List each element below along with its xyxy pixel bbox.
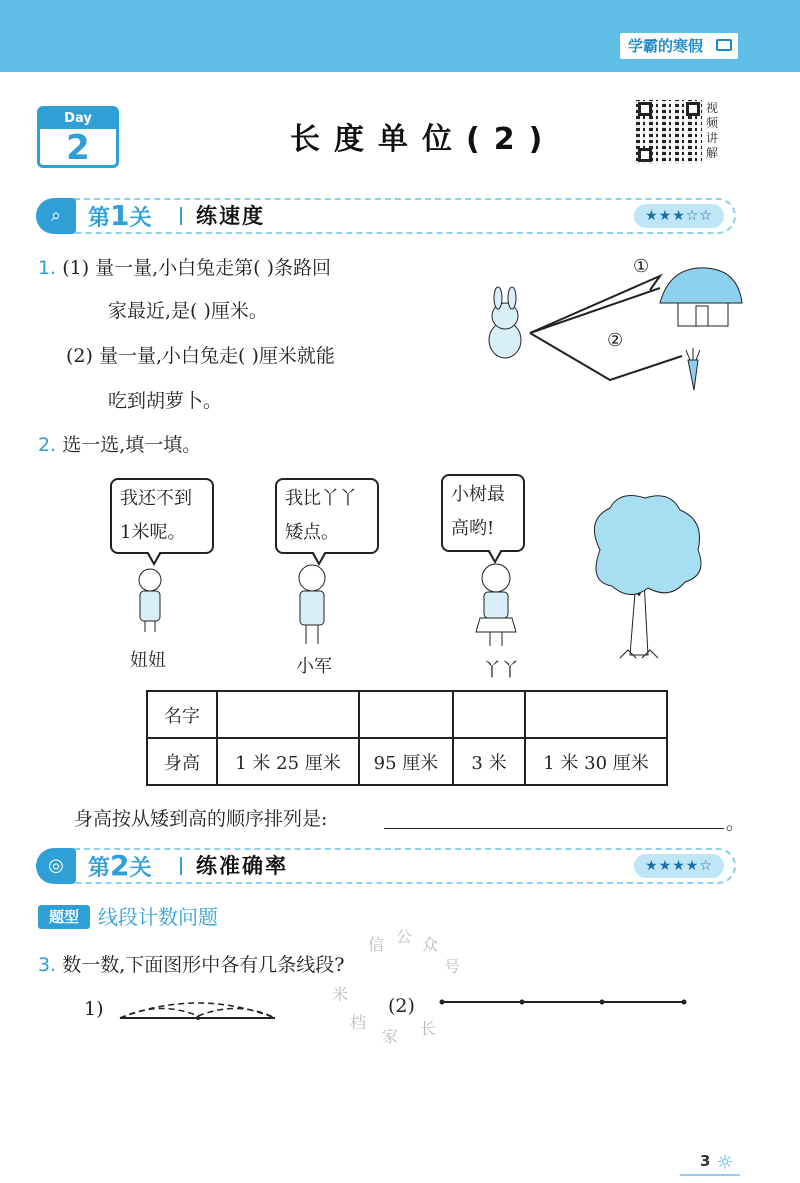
speech-bubble-niuniu: 我还不到 1米呢。 — [110, 478, 214, 554]
height-table — [146, 690, 668, 786]
target-icon: ◎ — [36, 848, 76, 884]
day-label: Day — [40, 109, 116, 129]
speech-bubble-yaya: 小树最 高哟! — [441, 474, 525, 552]
difficulty-stars: ★★★☆☆ — [634, 204, 724, 228]
route-1-label: ① — [633, 256, 650, 277]
q3-prompt: 3. 数一数,下面图形中各有几条线段? — [38, 954, 345, 976]
yaya-figure — [476, 564, 516, 646]
book-icon — [716, 39, 732, 51]
q3-part1-label: 1) — [84, 998, 104, 1020]
day-number: 2 — [66, 128, 90, 168]
q1-line1: 1. (1) 量一量,小白兔走第( )条路回 — [38, 257, 332, 279]
top-banner — [0, 0, 800, 72]
speech-bubble-xiaojun: 我比丫丫 矮点。 — [275, 478, 379, 554]
kids-illustration — [130, 560, 550, 660]
niuniu-figure — [139, 569, 161, 632]
kid-name-niuniu: 妞妞 — [130, 650, 166, 671]
day-badge — [37, 106, 119, 168]
height-cell: 1 米 30 厘米 — [525, 738, 667, 785]
section-level-1 — [36, 198, 736, 234]
footer-rule — [680, 1174, 740, 1176]
row-header-name: 名字 — [147, 691, 217, 738]
segment-figure-2 — [434, 994, 694, 1014]
q1-line2: 家最近,是( )厘米。 — [108, 300, 268, 322]
rabbit-route-diagram — [470, 248, 750, 398]
name-blank[interactable] — [217, 691, 359, 738]
q1-line3: (2) 量一量,小白兔走( )厘米就能 — [66, 345, 335, 367]
name-blank[interactable] — [453, 691, 525, 738]
segment-figure-1 — [110, 988, 290, 1028]
q2-prompt: 2. 选一选,填一填。 — [38, 434, 202, 456]
order-prompt: 身高按从矮到高的顺序排列是: — [74, 808, 328, 830]
level-title: 第1关 — [88, 199, 152, 232]
q1-line4: 吃到胡萝卜。 — [108, 390, 223, 412]
sun-icon: ☼ — [716, 1150, 734, 1174]
video-explain-label: 视 频 讲 解 — [706, 101, 719, 160]
level-title: 第2关 — [88, 849, 152, 882]
level-name: 练速度 — [196, 204, 265, 228]
order-end: 。 — [726, 812, 746, 834]
kid-name-xiaojun: 小军 — [296, 656, 332, 677]
name-blank[interactable] — [525, 691, 667, 738]
tree-illustration — [580, 490, 720, 665]
level-name: 练准确率 — [196, 854, 288, 878]
height-cell: 3 米 — [453, 738, 525, 785]
page-title: 长度单位(2) — [290, 122, 557, 157]
qr-code[interactable] — [636, 100, 702, 164]
name-blank[interactable] — [359, 691, 453, 738]
q3-part2-label: (2) — [388, 995, 415, 1017]
brand-text: 学霸的寒假 — [628, 37, 704, 55]
kid-name-yaya: 丫丫 — [483, 660, 519, 681]
watermark-stamp: 信 公 众 号 米 档 家 长 — [332, 927, 461, 1046]
answer-line[interactable] — [384, 828, 724, 829]
route-2-label: ② — [607, 330, 624, 351]
carrot-icon — [686, 348, 700, 390]
mushroom-house-icon — [660, 268, 742, 326]
brand-label — [620, 33, 738, 59]
row-header-height: 身高 — [147, 738, 217, 785]
question-type-tag: 题型 — [38, 905, 90, 929]
rabbit-icon — [489, 287, 521, 358]
height-cell: 95 厘米 — [359, 738, 453, 785]
magnifier-icon: ⌕ — [36, 198, 76, 234]
xiaojun-figure — [299, 565, 325, 644]
page-number: 3 — [700, 1152, 711, 1170]
height-cell: 1 米 25 厘米 — [217, 738, 359, 785]
question-type-text: 线段计数问题 — [98, 905, 218, 929]
section-level-2 — [36, 848, 736, 884]
difficulty-stars: ★★★★☆ — [634, 854, 724, 878]
